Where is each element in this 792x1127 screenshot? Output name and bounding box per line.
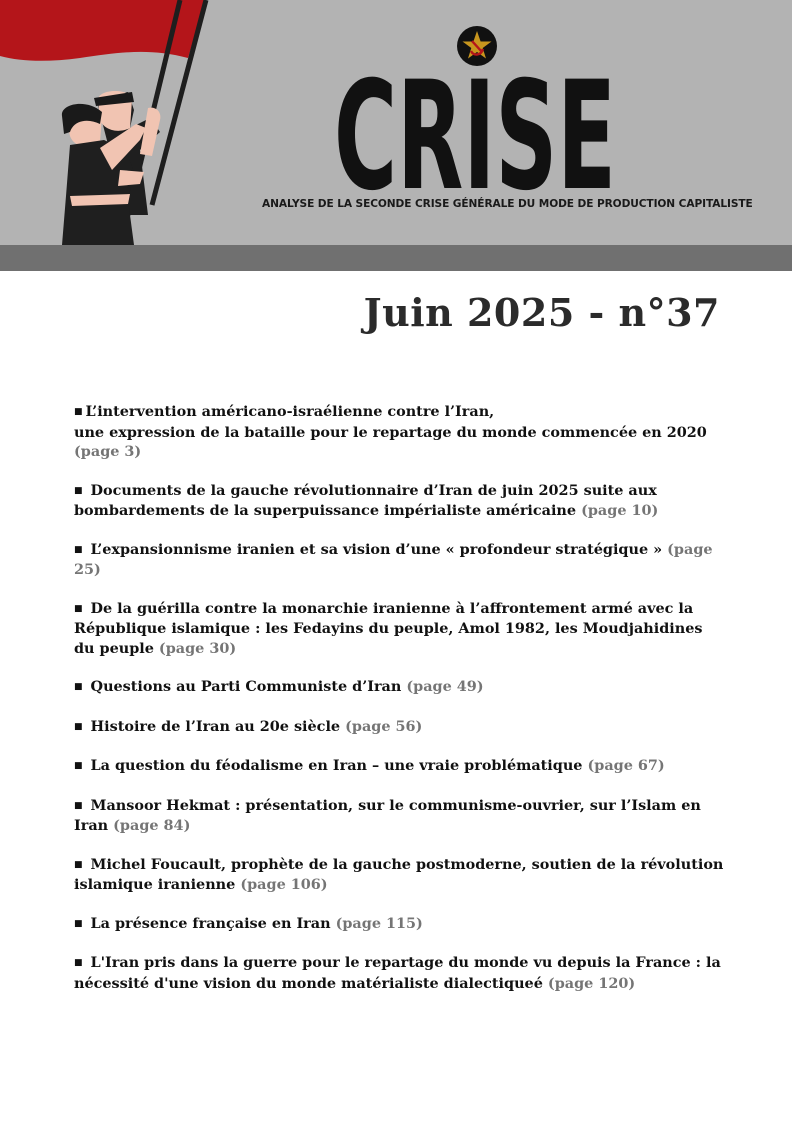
toc-page: (page 10) bbox=[581, 502, 659, 519]
toc-page: (page 56) bbox=[345, 717, 423, 735]
bullet-icon: ■ bbox=[74, 800, 83, 811]
toc-item[interactable] bbox=[74, 481, 724, 521]
toc-title: Documents de la gauche révolutionnaire d’Iran de juin 2025 suite aux bombardements de la superpuissance impérialiste américaine bbox=[74, 481, 657, 519]
toc-item[interactable] bbox=[74, 855, 724, 895]
toc-title: La question du féodalisme en Iran – une vraie problématique bbox=[90, 757, 583, 774]
bullet-icon: ■ bbox=[74, 721, 83, 732]
toc-title: De la guérilla contre la monarchie iranienne à l’affrontement armé avec la République islamique : les Fedayins du peuple, Amol 1982, les Moudjahidines du peuple bbox=[74, 599, 703, 657]
bullet-icon: ■ bbox=[74, 603, 83, 614]
toc-item[interactable] bbox=[74, 717, 724, 738]
masthead bbox=[0, 0, 792, 245]
brand-name: CRISE bbox=[334, 56, 616, 196]
toc-title: Histoire de l’Iran au 20e siècle bbox=[90, 717, 341, 735]
toc-page: (page 25) bbox=[74, 540, 713, 578]
toc-title: Mansoor Hekmat : présentation, sur le communisme-ouvrier, sur l’Islam en Iran bbox=[74, 796, 701, 834]
toc-item[interactable] bbox=[74, 796, 724, 836]
toc-item[interactable] bbox=[74, 599, 724, 659]
toc-item[interactable] bbox=[74, 540, 724, 580]
toc-page: (page 3) bbox=[74, 443, 142, 460]
toc-title: L’expansionnisme iranien et sa vision d’une « profondeur stratégique » bbox=[90, 540, 663, 558]
toc-page: (page 49) bbox=[406, 678, 484, 695]
toc-title: L'Iran pris dans la guerre pour le repartage du monde vu depuis la France : la nécessité d'une vision du monde matérialiste dialectiqueé bbox=[74, 954, 721, 992]
header-band bbox=[0, 245, 792, 271]
bullet-icon: ■ bbox=[74, 761, 83, 771]
toc-title: L’intervention américano-israélienne contre l’Iran, bbox=[85, 403, 495, 420]
toc-item[interactable] bbox=[74, 677, 724, 698]
toc-item[interactable] bbox=[74, 756, 724, 777]
bullet-icon: ■ bbox=[74, 682, 83, 692]
brand-logo bbox=[330, 56, 620, 196]
toc-title: Michel Foucault, prophète de la gauche postmoderne, soutien de la révolution islamique iranienne bbox=[74, 855, 724, 893]
bullet-icon: ■ bbox=[74, 485, 83, 496]
bullet-icon: ■ bbox=[74, 859, 83, 870]
issue-title: Juin 2025 - n°37 bbox=[363, 290, 720, 335]
bullet-icon: ■ bbox=[74, 958, 83, 968]
toc-page: (page 67) bbox=[587, 757, 665, 774]
toc-item[interactable] bbox=[74, 402, 724, 462]
toc-page: (page 84) bbox=[113, 817, 191, 834]
bullet-icon: ■ bbox=[74, 918, 83, 929]
flag-bearers-illustration bbox=[0, 0, 210, 245]
toc-title: La présence française en Iran bbox=[90, 914, 331, 932]
table-of-contents bbox=[74, 402, 724, 1012]
toc-page: (page 106) bbox=[240, 876, 328, 893]
tagline: ANALYSE DE LA SECONDE CRISE GÉNÉRALE DU MODE DE PRODUCTION CAPITALISTE bbox=[262, 198, 753, 210]
toc-page: (page 30) bbox=[158, 639, 237, 657]
toc-title-line2: une expression de la bataille pour le repartage du monde commencée en 2020 bbox=[74, 423, 707, 441]
toc-page: (page 120) bbox=[547, 974, 636, 992]
toc-title: Questions au Parti Communiste d’Iran bbox=[90, 678, 402, 695]
bullet-icon: ■ bbox=[74, 544, 83, 555]
toc-page: (page 115) bbox=[335, 914, 423, 932]
toc-item[interactable] bbox=[74, 953, 724, 993]
bullet-icon: ■ bbox=[74, 407, 83, 417]
toc-item[interactable] bbox=[74, 914, 724, 935]
